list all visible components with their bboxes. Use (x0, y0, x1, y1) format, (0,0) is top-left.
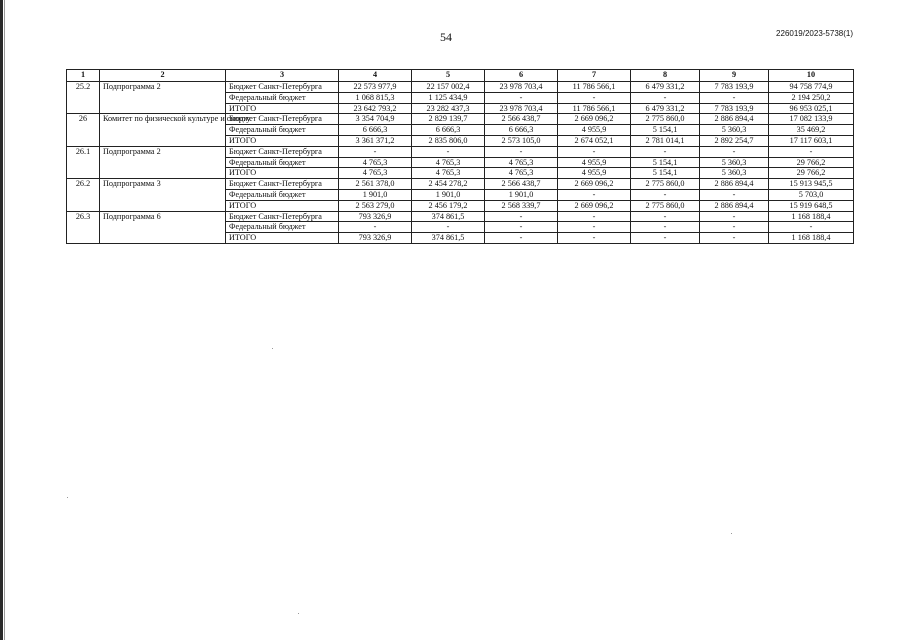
table-row (67, 82, 854, 93)
funding-source: Федеральный бюджет (226, 92, 339, 103)
value-cell-col-6: 2 566 438,7 (485, 179, 558, 190)
value-cell-col-9: 2 892 254,7 (700, 135, 769, 146)
value-cell-col-5: 2 454 278,2 (412, 179, 485, 190)
value-cell-col-8: - (631, 92, 700, 103)
program-name: Подпрограмма 3 (100, 179, 226, 211)
value-cell-col-6: 2 573 105,0 (485, 135, 558, 146)
value-cell-col-8: - (631, 189, 700, 200)
value-cell-col-5: 1 125 434,9 (412, 92, 485, 103)
value-cell-col-5: 4 765,3 (412, 168, 485, 179)
value-cell-col-5: 1 901,0 (412, 189, 485, 200)
value-cell-col-7: - (558, 189, 631, 200)
column-header-7: 7 (558, 70, 631, 82)
value-cell-col-9: 7 783 193,9 (700, 103, 769, 114)
value-cell-col-4: 1 068 815,3 (339, 92, 412, 103)
column-header-9: 9 (700, 70, 769, 82)
value-cell-col-9: - (700, 222, 769, 233)
value-cell-col-6: - (485, 92, 558, 103)
value-cell-col-10: - (769, 146, 854, 157)
value-cell-col-5: 23 282 437,3 (412, 103, 485, 114)
value-cell-col-6: 6 666,3 (485, 125, 558, 136)
value-cell-col-7: 4 955,9 (558, 125, 631, 136)
value-cell-col-6: - (485, 146, 558, 157)
funding-source: Федеральный бюджет (226, 222, 339, 233)
funding-source: ИТОГО (226, 200, 339, 211)
column-header-4: 4 (339, 70, 412, 82)
value-cell-col-7: - (558, 233, 631, 244)
value-cell-col-8: 5 154,1 (631, 125, 700, 136)
scan-speck (67, 497, 68, 498)
value-cell-col-6: 23 978 703,4 (485, 103, 558, 114)
value-cell-col-7: 4 955,9 (558, 168, 631, 179)
table-row (67, 211, 854, 222)
value-cell-col-8: 5 154,1 (631, 168, 700, 179)
value-cell-col-5: 2 835 806,0 (412, 135, 485, 146)
program-name: Комитет по физической культуре и спорту (100, 114, 226, 146)
funding-source: ИТОГО (226, 168, 339, 179)
value-cell-col-5: - (412, 222, 485, 233)
column-header-10: 10 (769, 70, 854, 82)
value-cell-col-4: 793 326,9 (339, 211, 412, 222)
funding-source: Бюджет Санкт-Петербурга (226, 146, 339, 157)
table-body (67, 82, 854, 244)
table-row (67, 179, 854, 190)
value-cell-col-8: 2 781 014,1 (631, 135, 700, 146)
funding-source: Федеральный бюджет (226, 157, 339, 168)
value-cell-col-10: 17 082 133,9 (769, 114, 854, 125)
value-cell-col-4: 1 901,0 (339, 189, 412, 200)
value-cell-col-4: 3 354 704,9 (339, 114, 412, 125)
value-cell-col-4: 793 326,9 (339, 233, 412, 244)
value-cell-col-9: - (700, 92, 769, 103)
value-cell-col-9: - (700, 189, 769, 200)
value-cell-col-4: - (339, 146, 412, 157)
value-cell-col-7: 2 674 052,1 (558, 135, 631, 146)
value-cell-col-8: 2 775 860,0 (631, 200, 700, 211)
row-number: 26.1 (67, 146, 100, 178)
row-number: 25.2 (67, 82, 100, 114)
value-cell-col-6: 1 901,0 (485, 189, 558, 200)
value-cell-col-9: 2 886 894,4 (700, 200, 769, 211)
value-cell-col-7: 4 955,9 (558, 157, 631, 168)
document-id: 226019/2023-5738(1) (776, 29, 853, 38)
value-cell-col-4: 22 573 977,9 (339, 82, 412, 93)
value-cell-col-5: 2 456 179,2 (412, 200, 485, 211)
value-cell-col-4: 6 666,3 (339, 125, 412, 136)
column-header-8: 8 (631, 70, 700, 82)
funding-source: Бюджет Санкт-Петербурга (226, 114, 339, 125)
value-cell-col-9: 2 886 894,4 (700, 179, 769, 190)
value-cell-col-10: 94 758 774,9 (769, 82, 854, 93)
value-cell-col-6: - (485, 211, 558, 222)
value-cell-col-10: 2 194 250,2 (769, 92, 854, 103)
scan-speck (272, 348, 273, 349)
value-cell-col-4: - (339, 222, 412, 233)
column-header-5: 5 (412, 70, 485, 82)
value-cell-col-6: - (485, 233, 558, 244)
value-cell-col-7: 2 669 096,2 (558, 179, 631, 190)
column-header-6: 6 (485, 70, 558, 82)
value-cell-col-8: 2 775 860,0 (631, 179, 700, 190)
value-cell-col-7: - (558, 211, 631, 222)
value-cell-col-5: 374 861,5 (412, 211, 485, 222)
scan-speck (298, 613, 299, 614)
table-header-row (67, 70, 854, 82)
value-cell-col-7: - (558, 222, 631, 233)
program-name: Подпрограмма 2 (100, 146, 226, 178)
value-cell-col-5: 374 861,5 (412, 233, 485, 244)
funding-source: Бюджет Санкт-Петербурга (226, 82, 339, 93)
value-cell-col-10: 35 469,2 (769, 125, 854, 136)
value-cell-col-5: - (412, 146, 485, 157)
value-cell-col-6: 23 978 703,4 (485, 82, 558, 93)
value-cell-col-8: - (631, 233, 700, 244)
value-cell-col-4: 2 561 378,0 (339, 179, 412, 190)
page-number: 54 (440, 30, 452, 44)
program-name: Подпрограмма 2 (100, 82, 226, 114)
value-cell-col-9: 7 783 193,9 (700, 82, 769, 93)
row-number: 26 (67, 114, 100, 146)
value-cell-col-10: 29 766,2 (769, 168, 854, 179)
value-cell-col-10: 1 168 188,4 (769, 233, 854, 244)
value-cell-col-7: 2 669 096,2 (558, 114, 631, 125)
column-header-2: 2 (100, 70, 226, 82)
scan-edge-mark-thin (4, 0, 5, 640)
value-cell-col-8: - (631, 211, 700, 222)
column-header-1: 1 (67, 70, 100, 82)
value-cell-col-9: 2 886 894,4 (700, 114, 769, 125)
table-row (67, 114, 854, 125)
program-name: Подпрограмма 6 (100, 211, 226, 243)
value-cell-col-10: 15 913 945,5 (769, 179, 854, 190)
value-cell-col-9: 5 360,3 (700, 125, 769, 136)
value-cell-col-6: 2 566 438,7 (485, 114, 558, 125)
value-cell-col-10: 29 766,2 (769, 157, 854, 168)
value-cell-col-9: - (700, 211, 769, 222)
value-cell-col-9: 5 360,3 (700, 168, 769, 179)
value-cell-col-7: 2 669 096,2 (558, 200, 631, 211)
value-cell-col-6: 4 765,3 (485, 157, 558, 168)
funding-source: ИТОГО (226, 233, 339, 244)
value-cell-col-7: 11 786 566,1 (558, 82, 631, 93)
table-row (67, 146, 854, 157)
value-cell-col-10: 96 953 025,1 (769, 103, 854, 114)
value-cell-col-10: 5 703,0 (769, 189, 854, 200)
funding-source: Бюджет Санкт-Петербурга (226, 211, 339, 222)
value-cell-col-6: 2 568 339,7 (485, 200, 558, 211)
value-cell-col-5: 4 765,3 (412, 157, 485, 168)
row-number: 26.3 (67, 211, 100, 243)
value-cell-col-8: 6 479 331,2 (631, 103, 700, 114)
value-cell-col-4: 4 765,3 (339, 157, 412, 168)
value-cell-col-10: 1 168 188,4 (769, 211, 854, 222)
value-cell-col-7: - (558, 92, 631, 103)
value-cell-col-6: 4 765,3 (485, 168, 558, 179)
value-cell-col-7: - (558, 146, 631, 157)
value-cell-col-8: 5 154,1 (631, 157, 700, 168)
value-cell-col-6: - (485, 222, 558, 233)
row-number: 26.2 (67, 179, 100, 211)
value-cell-col-10: 15 919 648,5 (769, 200, 854, 211)
value-cell-col-9: - (700, 146, 769, 157)
value-cell-col-7: 11 786 566,1 (558, 103, 631, 114)
scan-speck (731, 533, 732, 534)
budget-table (66, 69, 854, 244)
funding-source: Бюджет Санкт-Петербурга (226, 179, 339, 190)
value-cell-col-10: 17 117 603,1 (769, 135, 854, 146)
value-cell-col-4: 23 642 793,2 (339, 103, 412, 114)
value-cell-col-4: 3 361 371,2 (339, 135, 412, 146)
funding-source: Федеральный бюджет (226, 189, 339, 200)
value-cell-col-8: 2 775 860,0 (631, 114, 700, 125)
value-cell-col-5: 22 157 002,4 (412, 82, 485, 93)
value-cell-col-4: 2 563 279,0 (339, 200, 412, 211)
value-cell-col-10: - (769, 222, 854, 233)
funding-source: ИТОГО (226, 135, 339, 146)
value-cell-col-8: - (631, 222, 700, 233)
value-cell-col-5: 6 666,3 (412, 125, 485, 136)
funding-source: Федеральный бюджет (226, 125, 339, 136)
value-cell-col-8: - (631, 146, 700, 157)
scan-edge-mark (0, 0, 3, 640)
value-cell-col-8: 6 479 331,2 (631, 82, 700, 93)
column-header-3: 3 (226, 70, 339, 82)
value-cell-col-9: 5 360,3 (700, 157, 769, 168)
value-cell-col-4: 4 765,3 (339, 168, 412, 179)
funding-source: ИТОГО (226, 103, 339, 114)
value-cell-col-5: 2 829 139,7 (412, 114, 485, 125)
value-cell-col-9: - (700, 233, 769, 244)
